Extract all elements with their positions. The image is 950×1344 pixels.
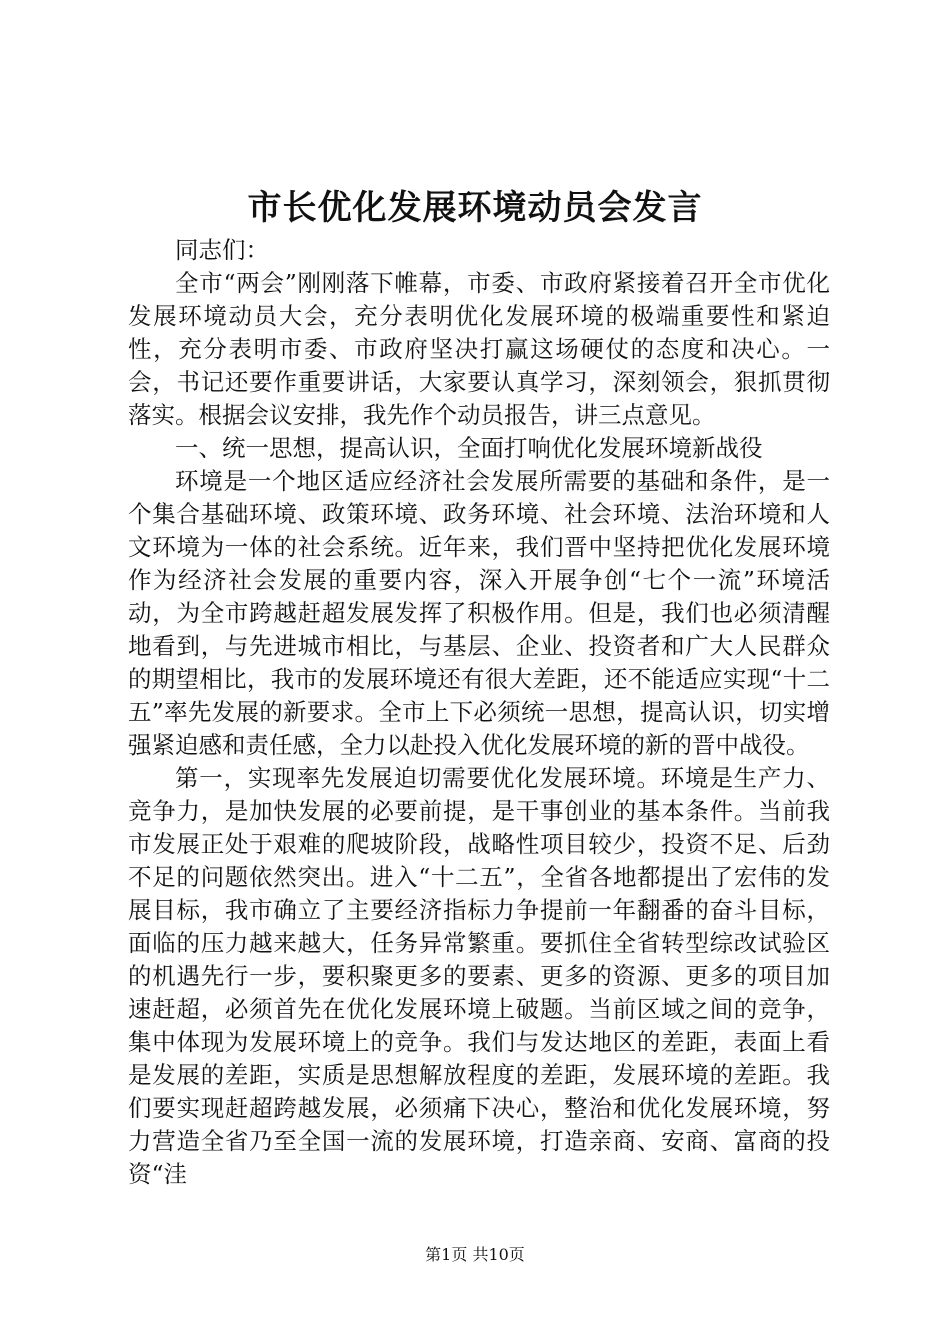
document-title: 市长优化发展环境动员会发言: [247, 188, 703, 228]
document-body: [128, 234, 830, 1191]
section-heading: 一、统一思想，提高认识，全面打响优化发展环境新战役: [175, 434, 763, 462]
intro-paragraph: 全市“两会”刚刚落下帷幕，市委、市政府紧接着召开全市优化发展环境动员大会，充分表明优化发展环境的极端重要性和紧迫性，充分表明市委、市政府坚决打赢这场硬仗的态度和决心。一会，书记还要作重要讲话，大家要认真学习，深刻领会，狠抓贯彻落实。根据会议安排，我先作个动员报告，讲三点意见。: [128, 269, 830, 429]
page-number-footer: 第1页 共10页: [425, 1245, 525, 1264]
body-paragraph: 第一，实现率先发展迫切需要优化发展环境。环境是生产力、竞争力，是加快发展的必要前提，是干事创业的基本条件。当前我市发展正处于艰难的爬坡阶段，战略性项目较少，投资不足、后劲不足的问题依然突出。进入“十二五”，全省各地都提出了宏伟的发展目标，我市确立了主要经济指标力争提前一年翻番的奋斗目标，面临的压力越来越大，任务异常繁重。要抓住全省转型综改试验区的机遇先行一步，要积聚更多的要素、更多的资源、更多的项目加速赶超，必须首先在优化发展环境上破题。当前区域之间的竞争，集中体现为发展环境上的竞争。我们与发达地区的差距，表面上看是发展的差距，实质是思想解放程度的差距，发展环境的差距。我们要实现赶超跨越发展，必须痛下决心，整治和优化发展环境，努力营造全省乃至全国一流的发展环境，打造亲商、安商、富商的投资“洼: [128, 764, 830, 1188]
body-paragraph: 环境是一个地区适应经济社会发展所需要的基础和条件，是一个集合基础环境、政策环境、政务环境、社会环境、法治环境和人文环境为一体的社会系统。近年来，我们晋中坚持把优化发展环境作为经济社会发展的重要内容，深入开展争创“七个一流”环境活动，为全市跨越赶超发展发挥了积极作用。但是，我们也必须清醒地看到，与先进城市相比，与基层、企业、投资者和广大人民群众的期望相比，我市的发展环境还有很大差距，还不能适应实现“十二五”率先发展的新要求。全市上下必须统一思想，提高认识，切实增强紧迫感和责任感，全力以赴投入优化发展环境的新的晋中战役。: [128, 467, 830, 759]
salutation-paragraph: 同志们：: [175, 236, 269, 264]
